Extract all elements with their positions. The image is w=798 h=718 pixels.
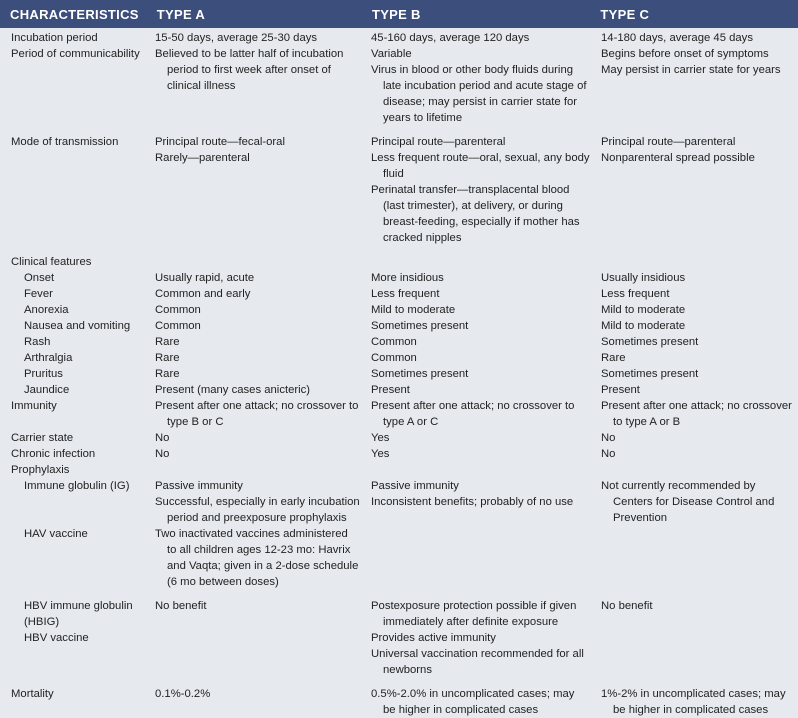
cell-paragraph: 45-160 days, average 120 days — [371, 32, 530, 44]
cell-paragraph: Present after one attack; no crossover to type B or C — [155, 400, 359, 428]
table-row — [0, 318, 798, 334]
table-body — [0, 28, 798, 718]
type-c-cell — [590, 318, 798, 334]
type-c-cell — [590, 350, 798, 366]
type-b-cell — [360, 398, 590, 430]
cell-paragraph: 14-180 days, average 45 days — [601, 32, 753, 44]
type-b-cell — [360, 382, 590, 398]
cell-paragraph: 15-50 days, average 25-30 days — [155, 32, 318, 44]
cell-paragraph: Common and early — [155, 288, 251, 300]
cell-paragraph: Passive immunity — [155, 480, 243, 492]
type-c-cell — [590, 462, 798, 478]
row-label: Onset — [24, 272, 55, 284]
cell-paragraph: Variable — [371, 48, 412, 60]
cell-paragraph: Common — [155, 304, 201, 316]
type-a-cell — [144, 446, 360, 462]
row-label: Carrier state — [11, 432, 74, 444]
type-c-cell — [590, 478, 798, 526]
table-row — [0, 30, 798, 46]
type-b-cell — [360, 446, 590, 462]
row-label: Chronic infection — [11, 448, 96, 460]
table-row — [0, 254, 798, 270]
row-label: Fever — [24, 288, 53, 300]
row-label: Mortality — [11, 688, 54, 700]
type-b-cell — [360, 302, 590, 318]
cell-paragraph: Virus in blood or other body fluids during late incubation period and acute stage of disease; may persist in carrier state for years to lifetime — [371, 64, 587, 124]
type-c-cell — [590, 526, 798, 590]
type-a-cell — [144, 366, 360, 382]
cell-paragraph: Nonparenteral spread possible — [601, 152, 755, 164]
cell-paragraph: Provides active immunity — [371, 632, 496, 644]
type-a-cell — [144, 526, 360, 590]
header-characteristics: CHARACTERISTICS — [10, 6, 139, 22]
type-b-cell — [360, 630, 590, 678]
type-c-cell — [590, 686, 798, 718]
cell-paragraph: Not currently recommended by Centers for Disease Control and Prevention — [601, 480, 775, 524]
type-c-cell — [590, 598, 798, 630]
cell-paragraph: Perinatal transfer—transplacental blood (last trimester), at delivery, or during breast-feeding, especially if mother has cracked nipples — [371, 184, 580, 244]
type-b-cell — [360, 286, 590, 302]
header-type-c: TYPE C — [600, 6, 650, 22]
table-row — [0, 302, 798, 318]
table-row — [0, 334, 798, 350]
row-label: Rash — [24, 336, 51, 348]
type-a-cell — [144, 478, 360, 526]
cell-paragraph: Present (many cases anicteric) — [155, 384, 311, 396]
cell-paragraph: Believed to be latter half of incubation period to first week after onset of clinical illness — [155, 48, 344, 92]
cell-paragraph: No benefit — [601, 600, 653, 612]
type-c-cell — [590, 30, 798, 46]
type-b-cell — [360, 334, 590, 350]
type-c-cell — [590, 286, 798, 302]
cell-paragraph: No benefit — [155, 600, 207, 612]
type-a-cell — [144, 462, 360, 478]
type-b-cell — [360, 270, 590, 286]
cell-paragraph: No — [601, 432, 616, 444]
table-row — [0, 630, 798, 678]
type-a-cell — [144, 334, 360, 350]
cell-paragraph: Usually insidious — [601, 272, 686, 284]
row-label: HBV vaccine — [24, 632, 89, 644]
type-a-cell — [144, 30, 360, 46]
cell-paragraph: No — [601, 448, 616, 460]
row-label: Anorexia — [24, 304, 69, 316]
cell-paragraph: Present after one attack; no crossover to type A or B — [601, 400, 792, 428]
cell-paragraph: Present after one attack; no crossover to type A or C — [371, 400, 575, 428]
type-b-cell — [360, 686, 590, 718]
table-row — [0, 446, 798, 462]
type-b-cell — [360, 526, 590, 590]
cell-paragraph: No — [155, 448, 170, 460]
cell-paragraph: Less frequent — [371, 288, 440, 300]
type-a-cell — [144, 398, 360, 430]
type-b-cell — [360, 350, 590, 366]
type-c-cell — [590, 446, 798, 462]
cell-paragraph: 1%-2% in uncomplicated cases; may be higher in complicated cases — [601, 688, 786, 716]
type-c-cell — [590, 254, 798, 270]
table-row — [0, 270, 798, 286]
cell-paragraph: Common — [371, 352, 417, 364]
row-label: Jaundice — [24, 384, 70, 396]
type-a-cell — [144, 430, 360, 446]
table-row — [0, 478, 798, 526]
cell-paragraph: Passive immunity — [371, 480, 459, 492]
type-a-cell — [144, 350, 360, 366]
table-row — [0, 526, 798, 590]
type-b-cell — [360, 134, 590, 246]
table-row — [0, 286, 798, 302]
table-row — [0, 366, 798, 382]
table-row — [0, 134, 798, 246]
type-a-cell — [144, 270, 360, 286]
type-b-cell — [360, 254, 590, 270]
cell-paragraph: Inconsistent benefits; probably of no use — [371, 496, 574, 508]
type-b-cell — [360, 462, 590, 478]
cell-paragraph: Yes — [371, 448, 390, 460]
row-label: HAV vaccine — [24, 528, 88, 540]
cell-paragraph: Universal vaccination recommended for all newborns — [371, 648, 584, 676]
type-c-cell — [590, 382, 798, 398]
type-a-cell — [144, 254, 360, 270]
cell-paragraph: Mild to moderate — [371, 304, 456, 316]
cell-paragraph: Usually rapid, acute — [155, 272, 255, 284]
table-row — [0, 350, 798, 366]
cell-paragraph: Rarely—parenteral — [155, 152, 250, 164]
type-b-cell — [360, 478, 590, 526]
table-row — [0, 598, 798, 630]
row-label: Prophylaxis — [11, 464, 70, 476]
row-label: Immunity — [11, 400, 57, 412]
type-b-cell — [360, 430, 590, 446]
cell-paragraph: Principal route—fecal-oral — [155, 136, 285, 148]
type-a-cell — [144, 134, 360, 246]
cell-paragraph: Rare — [601, 352, 626, 364]
type-a-cell — [144, 46, 360, 126]
type-c-cell — [590, 630, 798, 678]
type-a-cell — [144, 686, 360, 718]
cell-paragraph: Mild to moderate — [601, 304, 686, 316]
type-c-cell — [590, 302, 798, 318]
header-type-a: TYPE A — [156, 6, 206, 22]
cell-paragraph: 0.5%-2.0% in uncomplicated cases; may be higher in complicated cases — [371, 688, 575, 716]
cell-paragraph: Two inactivated vaccines administered to all children ages 12-23 mo: Havrix and Vaqta; given in a 2-dose schedule (6 mo between doses) — [155, 528, 359, 588]
cell-paragraph: Present — [601, 384, 640, 396]
table-row — [0, 398, 798, 430]
cell-paragraph: Present — [371, 384, 410, 396]
row-label: Clinical features — [11, 256, 92, 268]
type-a-cell — [144, 382, 360, 398]
cell-paragraph: Principal route—parenteral — [371, 136, 506, 148]
cell-paragraph: Less frequent route—oral, sexual, any body fluid — [371, 152, 590, 180]
row-label: Period of communicability — [11, 48, 140, 60]
cell-paragraph: Successful, especially in early incubation period and preexposure prophylaxis — [155, 496, 360, 524]
cell-paragraph: Sometimes present — [601, 368, 699, 380]
cell-paragraph: Rare — [155, 352, 180, 364]
cell-paragraph: Rare — [155, 368, 180, 380]
type-c-cell — [590, 334, 798, 350]
row-label: Mode of transmission — [11, 136, 119, 148]
table-row — [0, 462, 798, 478]
cell-paragraph: Sometimes present — [371, 320, 469, 332]
cell-paragraph: More insidious — [371, 272, 444, 284]
type-b-cell — [360, 30, 590, 46]
type-a-cell — [144, 630, 360, 678]
row-label: Arthralgia — [24, 352, 73, 364]
table-header — [0, 0, 798, 28]
cell-paragraph: No — [155, 432, 170, 444]
type-c-cell — [590, 366, 798, 382]
type-c-cell — [590, 134, 798, 246]
table-row — [0, 46, 798, 126]
row-label: Incubation period — [11, 32, 98, 44]
cell-paragraph: Mild to moderate — [601, 320, 686, 332]
cell-paragraph: Common — [371, 336, 417, 348]
type-a-cell — [144, 286, 360, 302]
table-row — [0, 430, 798, 446]
cell-paragraph: Begins before onset of symptoms — [601, 48, 769, 60]
row-label: HBV immune globulin (HBIG) — [24, 600, 133, 628]
cell-paragraph: Common — [155, 320, 201, 332]
cell-paragraph: Less frequent — [601, 288, 670, 300]
row-label: Pruritus — [24, 368, 63, 380]
table-row — [0, 382, 798, 398]
type-a-cell — [144, 598, 360, 630]
cell-paragraph: Principal route—parenteral — [601, 136, 736, 148]
type-a-cell — [144, 318, 360, 334]
type-b-cell — [360, 46, 590, 126]
type-b-cell — [360, 366, 590, 382]
type-c-cell — [590, 398, 798, 430]
cell-paragraph: Yes — [371, 432, 390, 444]
cell-paragraph: Sometimes present — [371, 368, 469, 380]
row-label: Immune globulin (IG) — [24, 480, 130, 492]
cell-paragraph: Sometimes present — [601, 336, 699, 348]
type-a-cell — [144, 302, 360, 318]
cell-paragraph: Postexposure protection possible if given immediately after definite exposure — [371, 600, 577, 628]
type-c-cell — [590, 46, 798, 126]
type-b-cell — [360, 598, 590, 630]
type-b-cell — [360, 318, 590, 334]
cell-paragraph: 0.1%-0.2% — [155, 688, 211, 700]
type-c-cell — [590, 430, 798, 446]
type-c-cell — [590, 270, 798, 286]
table-row — [0, 686, 798, 718]
row-label: Nausea and vomiting — [24, 320, 131, 332]
cell-paragraph: Rare — [155, 336, 180, 348]
cell-paragraph: May persist in carrier state for years — [601, 64, 781, 76]
header-type-b: TYPE B — [371, 6, 421, 22]
